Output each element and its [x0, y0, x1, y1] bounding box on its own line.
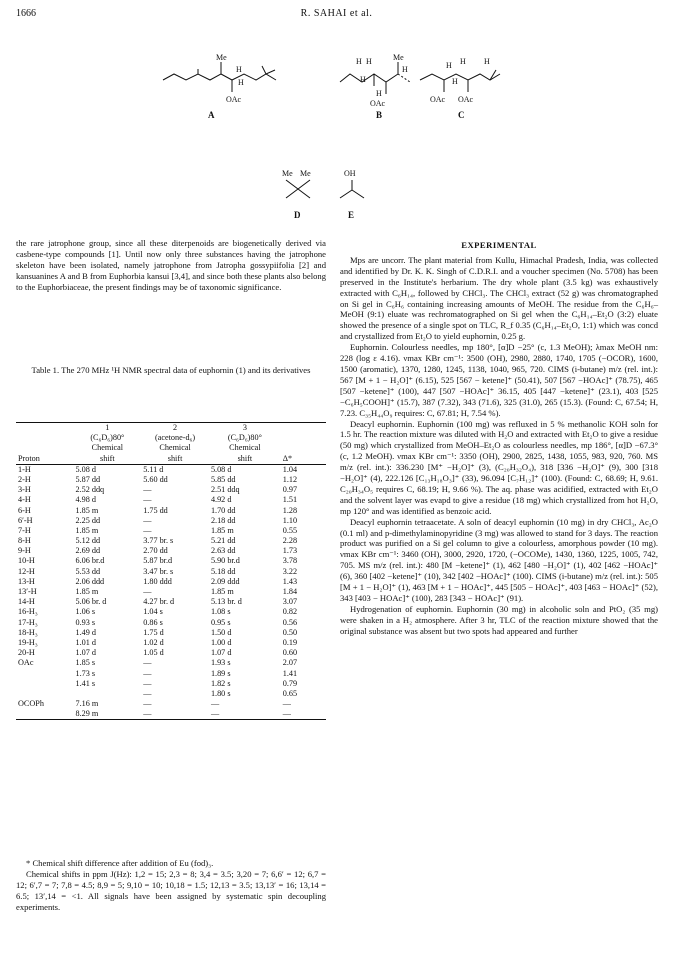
- table-cell: 6-H: [18, 505, 31, 515]
- table-cell: 6′-H: [18, 515, 33, 525]
- label-me-d2: Me: [300, 169, 311, 178]
- label-oh-e: OH: [344, 169, 356, 178]
- table-row: [16, 648, 326, 658]
- table-cell: 0.56: [282, 617, 298, 627]
- table-cell: 2.07: [282, 658, 298, 668]
- table-cell: 1.85 m: [210, 525, 234, 535]
- table-cell: 4.98 d: [75, 495, 96, 505]
- table-row: [16, 669, 326, 679]
- table-cell: 5.85 dd: [210, 474, 236, 484]
- table-cell: 5.08 d: [210, 464, 232, 474]
- table-footnotes: [16, 858, 326, 913]
- table-cell: 1.28: [282, 505, 298, 515]
- table-cell: 1.05 d: [143, 648, 164, 658]
- table-row: [16, 464, 326, 475]
- label-oac-c2: OAc: [458, 95, 474, 104]
- table-header-row: [16, 423, 326, 434]
- table-row: [16, 658, 326, 668]
- table-cell: 1.80 s: [210, 688, 231, 698]
- table-cell: 1.41 s: [75, 678, 96, 688]
- table-cell: 1.41: [282, 668, 298, 678]
- table-cell: [16, 709, 73, 720]
- table-cell: 0.65: [282, 688, 298, 698]
- label-E: E: [348, 210, 355, 220]
- left-intro: [16, 238, 326, 293]
- intro-paragraph: the rare jatrophone group, since all these diterpenoids are biogenetically derived via casbene-type compounds [1]. Until now only three substances having the jatrophone skeleton have been isolated, namely jatrophone from Jatropha gossypiifolia [2] and kansuanines A and B from Euphorbia kansui [3,4], and since both these plants also belong to the Euphorbiaceae, the present findings may be of taxonomic significance.: [16, 238, 326, 292]
- label-oac-b: OAc: [370, 99, 386, 108]
- table-cell: [16, 669, 73, 679]
- table-cell: 18-H₃: [18, 627, 38, 637]
- table-cell: OAc: [18, 658, 34, 668]
- table-cell: 0.50: [282, 627, 298, 637]
- table-cell: —: [143, 688, 152, 698]
- table-row: [16, 628, 326, 638]
- table-cell: shift: [73, 454, 141, 465]
- table-cell: 1.08 s: [210, 607, 231, 617]
- experimental-p1: Mps are uncorr. The plant material from Kullu, Himachal Pradesh, India, was collected and identified by Dr. K. K. Singh of C.D.R.I. and a voucher specimen (No. 5708) has been preserved in the Institute's herbarium. The dry whole plant (3.5 kg) was exhaustively extracted with C₆H₁₄, followed by CHCl₃. The CHCl₃ extract (52 g) was chromatographed on Si gel in C₆H₆ containing increasing amounts of MeOH. The residue from the C₆H₆–MeOH (9:1) eluate was rechromatographed on Si gel when the C₆H₁₄–Et₂O (3:2) eluate showed the presence of a single spot on TLC, R_f 0.35 (C₆H₁₄–Et₂O, 1:1) which was concd and crystallized from Et₂O to yield euphornin, 0.25 g.: [340, 254, 658, 342]
- table-cell: 9-H: [18, 546, 31, 556]
- table-cell: 0.19: [282, 637, 298, 647]
- table-row: [16, 587, 326, 597]
- table-row: [16, 597, 326, 607]
- table-cell: 1.04 s: [143, 607, 163, 617]
- table-cell: 5.90 br.d: [210, 556, 240, 566]
- label-h-c1: H: [446, 61, 452, 70]
- table-cell: —: [143, 699, 152, 709]
- table-cell: 2.63 dd: [210, 546, 236, 556]
- table-cell: 0.97: [282, 485, 298, 495]
- running-title: R. SAHAI et al.: [300, 8, 373, 19]
- table-row: [16, 679, 326, 689]
- label-h-b2: H: [366, 57, 372, 66]
- table-cell: 1.02 d: [143, 637, 164, 647]
- table-cell: 0.55: [282, 525, 298, 535]
- label-oac-a: OAc: [226, 95, 242, 104]
- table-cell: 14-H: [18, 597, 35, 607]
- table-cell: 0.93 s: [75, 617, 96, 627]
- table-cell: 3-H: [18, 485, 31, 495]
- table-row: [16, 709, 326, 720]
- table-cell: 17-H₃: [18, 617, 38, 627]
- table-cell: 13′-H: [18, 587, 37, 596]
- table-cell: —: [143, 515, 152, 525]
- table-cell: 1.07 d: [75, 648, 96, 658]
- table-cell: 5.06 br. d: [75, 597, 107, 607]
- table-row: [16, 516, 326, 526]
- table-cell: Chemical: [159, 443, 191, 453]
- structure-figure: [0, 22, 673, 252]
- table-row: [16, 699, 326, 709]
- table-cell: 1.85 m: [210, 587, 234, 596]
- table-cell: 0.79: [282, 678, 298, 688]
- table-cell: —: [209, 709, 281, 720]
- table-caption: Table 1. The 270 MHz ¹H NMR spectral data of euphornin (1) and its derivatives: [31, 365, 311, 375]
- table-cell: 1.73 s: [75, 668, 96, 678]
- table-cell: —: [210, 699, 220, 709]
- experimental-heading: EXPERIMENTAL: [461, 240, 537, 250]
- page-number: 1666: [16, 8, 36, 19]
- table-row: [16, 485, 326, 495]
- table-cell: 5.18 dd: [210, 566, 236, 576]
- table-cell: 1.89 s: [210, 668, 231, 678]
- table-cell: 2.06 ddd: [75, 576, 105, 586]
- table-cell: 1-H: [18, 464, 31, 474]
- table-cell: 1: [73, 423, 141, 434]
- table-cell: 2.69 dd: [75, 546, 101, 556]
- table-cell: 5.53 dd: [75, 566, 101, 576]
- table-cell: 10-H: [18, 556, 35, 566]
- table-cell: 1.93 s: [210, 658, 231, 668]
- table-cell: 3.77 br. s: [143, 536, 174, 546]
- table-cell: [16, 679, 73, 689]
- table-cell: (C₆D₆)80°: [90, 433, 125, 443]
- page-header: [16, 8, 657, 22]
- table-cell: 2-H: [18, 474, 31, 484]
- table-row: [16, 506, 326, 516]
- label-me-a: Me: [216, 53, 227, 62]
- table-cell: 3.22: [282, 566, 298, 576]
- table-cell: —: [143, 678, 152, 688]
- table-cell: 1.07 d: [210, 648, 232, 658]
- table-cell: shift: [209, 454, 281, 465]
- table-cell: —: [143, 587, 152, 596]
- table-cell: 5.12 dd: [75, 536, 101, 546]
- table-cell: [281, 443, 326, 453]
- table-cell: Chemical: [229, 443, 261, 453]
- footnote-coupling: Chemical shifts in ppm J(Hz): 1,2 = 15; 2,3 = 8; 3,4 = 3.5; 3,20 = 7; 6,6′ = 12; 6,7 = 12; 6′,7 = 7; 7,8 = 4.5; 8,9 = 5; 9,10 = 10; 10,18 = 1.5; 12,13 = 3.5; 13,13′ = 16; 13,14 = 6.5; 13′,14 = <1. All signals have been assigned by systematic spin decoupling experiments.: [16, 868, 326, 912]
- table-cell: 19-H₃: [18, 637, 38, 647]
- label-h-b4: H: [376, 89, 382, 98]
- table-cell: [281, 423, 326, 434]
- label-D: D: [294, 210, 301, 220]
- table-row: [16, 689, 326, 699]
- table-cell: 7.16 m: [75, 699, 99, 709]
- label-h-a1: H: [236, 65, 242, 74]
- table-row: [16, 526, 326, 536]
- table-cell: Δ*: [281, 454, 326, 465]
- table-cell: [281, 433, 326, 443]
- table-cell: 1.85 m: [75, 587, 99, 596]
- label-h-c3: H: [484, 57, 490, 66]
- table-header-row: [16, 443, 326, 453]
- label-me-b: Me: [393, 53, 404, 62]
- label-C: C: [458, 110, 465, 120]
- label-B: B: [376, 110, 383, 120]
- table-row: [16, 536, 326, 546]
- table-cell: 2.52 ddq: [75, 485, 105, 495]
- table-cell: 2.09 ddd: [210, 576, 240, 586]
- label-h-b3: H: [360, 75, 366, 84]
- table-cell: 1.01 d: [75, 637, 96, 647]
- table-cell: 4.27 br. d: [143, 597, 175, 607]
- table-cell: 5.08 d: [75, 464, 96, 474]
- table-cell: 8.29 m: [73, 709, 141, 720]
- table-cell: —: [143, 668, 152, 678]
- table-cell: 12-H: [18, 566, 35, 576]
- table-cell: 16-H₃: [18, 607, 38, 617]
- experimental-p2: Euphornin. Colourless needles, mp 180°, [α]D −25° (c, 1.3 MeOH); λmax MeOH nm: 228 (log ε 4.16). νmax KBr cm⁻¹: 3500 (OH), 2980, 2880, 1740, 1705 (−OCOR), 1600, 1500 (aromatic), 1370, 1280, 1245, 1138, 1040, 965, 720. CIMS (i-butane) m/z (rel. int.): 567 [M + 1 − H₂O]⁺ (6.15), 525 [567 − ketene]⁺ (50.41), 507 [567 −HOAc]⁺ (78.75), 465 [507 −ketene]⁺ (100), 447 [507 −HOAc]⁺ 36.15, 405 [447 −ketene]⁺ (23.1), 403 [525 −C₆H₅COOH]⁺ (15.7), 387 (7.32), 343 (71.6), 325 (31.0), 265 (15.3). (Found: C, 67.54; H, 7.23. C₃₅H₄₄O₉ requires: C, 67.81; H, 7.54 %).: [340, 342, 658, 418]
- experimental-p4: Deacyl euphornin tetraacetate. A soln of deacyl euphornin (10 mg) in dry CHCl₃, Ac₂O (0.1 ml) and p-dimethylaminopyridine (3 mg) was allowed to stand for 3 days. The reaction product was purified on a Si gel column to give a colourless, amorphous powder (10 mg). νmax KBr cm⁻¹: 3460 (OH), 3000, 2920, 1720, (−OCOMe), 1430, 1360, 1225, 1005, 742, 705. MS m/z (rel. int.): 480 [M −ketene]⁺ (1), 462 [480 −H₂O]⁺ (1), 402 [462 −HOAc]⁺ (6), 360 [402 −ketene]⁺ (10), 342 [402 −HOAc]⁺ (100). CIMS (i-butane) m/z (rel. int.): 505 [M + 1 − H₂O]⁺ (1), 463 [M + 1 − HOAc]⁺, 445 [505 − HOAc]⁺, 403 [463 − HOAc]⁺ (52), 343 [403 − HOAc]⁺ (100), 283 [343 − HOAc]⁺ (91).: [340, 516, 658, 603]
- table-cell: [16, 423, 73, 434]
- table-row: [16, 556, 326, 566]
- table-cell: 5.87 br.d: [143, 556, 173, 566]
- table-cell: 1.51: [282, 495, 298, 505]
- table-cell: —: [141, 709, 209, 720]
- nmr-table: [16, 422, 326, 720]
- table-cell: 2: [141, 423, 209, 434]
- table-cell: 5.13 br. d: [210, 597, 242, 607]
- table-cell: 1.85 m: [75, 525, 99, 535]
- table-cell: 1.84: [282, 587, 298, 596]
- table-row: [16, 546, 326, 556]
- label-A: A: [208, 110, 215, 120]
- table-cell: 0.60: [282, 648, 298, 658]
- table-cell: 20-H: [18, 648, 35, 658]
- table-cell: 1.85 s: [75, 658, 96, 668]
- table-cell: 0.95 s: [210, 617, 231, 627]
- experimental-section: [340, 240, 658, 637]
- table-cell: 1.75 d: [143, 627, 164, 637]
- table-cell: 5.21 dd: [210, 536, 236, 546]
- table-row: [16, 638, 326, 648]
- table-row: [16, 577, 326, 587]
- table-header-row: [16, 433, 326, 443]
- table-cell: —: [143, 525, 152, 535]
- table-cell: 2.51 ddq: [210, 485, 240, 495]
- table-cell: 1.82 s: [210, 678, 231, 688]
- label-h-c4: H: [452, 77, 458, 86]
- experimental-p3: Deacyl euphornin. Euphornin (100 mg) was refluxed in 5 % methanolic KOH soln for 1.5 hr. The reaction mixture was diluted with H₂O and extracted with Et₂O to give a residue (50 mg) which crystallized from MeOH–Et₂O as colourless needles, mp 186°, [α]D −67.3° (c, 1.2 MeOH). νmax KBr cm⁻¹: 3350 (OH), 2900, 2825, 1438, 1055, 983, 920, 760. MS m/z (rel. int.): 336.230 [M⁺ −H₂O]⁺ (3), (C₂₀H₃₂O₄), 318 [336 −H₂O]⁺ (9), 300 [318 −H₂O]⁺ (4), 222.126 [C₁₃H₁₈O₃]⁺ (33), 96.094 [C₇H₁₂]⁺ (100). (Found: C, 68.69; H, 9.61. C₂₀H₃₄O₅ requires C, 68.19; H, 9.66 %). The aq. phase was acidified, extracted with Et₂O and the solvent layer was evapd to give a residue (18 mg) which crystallized from hot H₂O, mp 120° and was identified as benzoic acid.: [340, 418, 658, 516]
- table-cell: 3.07: [282, 597, 298, 607]
- table-cell: 1.10: [282, 515, 298, 525]
- table-cell: [16, 443, 73, 453]
- table-cell: [73, 689, 141, 699]
- table-cell: shift: [141, 454, 209, 465]
- label-h-a2: H: [238, 78, 244, 87]
- table-cell: 1.49 d: [75, 627, 96, 637]
- experimental-p5: Hydrogenation of euphornin. Euphornin (30 mg) in alcoholic soln and PtO₂ (35 mg) were shaken in a H₂ atmosphere. After 3 hr, TLC of the reaction mixture showed that the original substance was absent but two spots had appeared and further: [340, 603, 658, 636]
- table-cell: 1.85 m: [75, 505, 99, 515]
- table-cell: 1.43: [282, 576, 298, 586]
- table-cell: 2.70 dd: [143, 546, 168, 556]
- table-cell: 7-H: [18, 525, 31, 535]
- table-cell: 5.11 d: [143, 464, 164, 474]
- label-h-c2: H: [460, 57, 466, 66]
- table-cell: 1.06 s: [75, 607, 96, 617]
- table-header-row: [16, 454, 326, 465]
- table-row: [16, 607, 326, 617]
- table-cell: 1.75 dd: [143, 505, 168, 515]
- table-cell: 3.78: [282, 556, 298, 566]
- table-cell: —: [143, 495, 152, 505]
- table-cell: 2.25 dd: [75, 515, 101, 525]
- table-cell: 3: [209, 423, 281, 434]
- table-cell: (C₆D₆)80°: [227, 433, 262, 443]
- table-cell: —: [282, 699, 291, 709]
- label-h-b5: H: [402, 65, 408, 74]
- table-row: [16, 495, 326, 505]
- table-cell: Chemical: [91, 443, 124, 453]
- label-oac-c1: OAc: [430, 95, 446, 104]
- table-cell: 5.87 dd: [75, 474, 101, 484]
- label-h-b1: H: [356, 57, 362, 66]
- table-cell: 1.50 d: [210, 627, 232, 637]
- footnote-eu: * Chemical shift difference after addition of Eu (fod)₃.: [26, 858, 214, 868]
- table-row: [16, 618, 326, 628]
- table-cell: 0.82: [282, 607, 298, 617]
- table-cell: (acetone-d₆): [155, 433, 196, 443]
- table-cell: 1.70 dd: [210, 505, 236, 515]
- table-cell: 8-H: [18, 536, 31, 546]
- table-cell: 5.60 dd: [143, 474, 168, 484]
- table-cell: Proton: [16, 454, 73, 465]
- table-cell: —: [143, 658, 152, 668]
- table-cell: 0.86 s: [143, 617, 163, 627]
- table-cell: 2.28: [282, 536, 298, 546]
- table-cell: 1.73: [282, 546, 298, 556]
- table-cell: —: [143, 485, 152, 495]
- table-row: [16, 475, 326, 485]
- table-cell: —: [281, 709, 326, 720]
- table-cell: 2.18 dd: [210, 515, 236, 525]
- table-cell: 1.04: [282, 464, 298, 474]
- table-cell: 13-H: [18, 576, 35, 586]
- label-me-d1: Me: [282, 169, 293, 178]
- table-cell: 1.00 d: [210, 637, 232, 647]
- table-cell: OCOPh: [18, 699, 44, 709]
- table-cell: [16, 433, 73, 443]
- table-cell: 4-H: [18, 495, 31, 505]
- table-cell: 6.06 br.d: [75, 556, 105, 566]
- table-cell: [16, 689, 73, 699]
- table-cell: 3.47 br. s: [143, 566, 174, 576]
- table-row: [16, 567, 326, 577]
- table-cell: 1.80 ddd: [143, 576, 172, 586]
- table-cell: 1.12: [282, 474, 298, 484]
- table-cell: 4.92 d: [210, 495, 232, 505]
